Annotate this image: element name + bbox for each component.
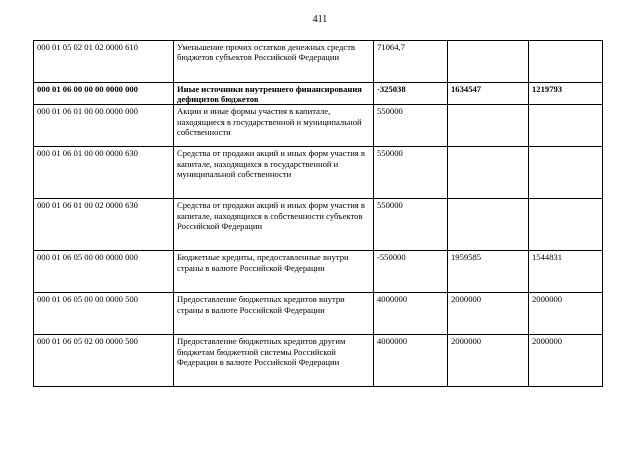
row-value-2-cell <box>448 105 529 147</box>
table-row <box>34 105 603 147</box>
row-value-2-cell: 2000000 <box>448 335 529 387</box>
table-row <box>34 41 603 83</box>
page-number: 411 <box>312 14 328 25</box>
table-body <box>34 41 603 387</box>
row-value-2-cell <box>448 147 529 199</box>
row-value-3-cell: 2000000 <box>529 335 603 387</box>
row-code-cell: 000 01 06 01 00 00 0000 630 <box>34 147 174 199</box>
row-value-3-cell <box>529 147 603 199</box>
table-row <box>34 147 603 199</box>
table-row <box>34 199 603 251</box>
row-name-cell: Бюджетные кредиты, предоставленные внутри страны в валюте Российской Федерации <box>174 251 374 293</box>
row-code-cell: 000 01 06 05 00 00 0000 000 <box>34 251 174 293</box>
row-code-cell: 000 01 06 05 02 00 0000 500 <box>34 335 174 387</box>
row-code-cell: 000 01 06 05 00 00 0000 500 <box>34 293 174 335</box>
row-name-cell: Предоставление бюджетных кредитов другим бюджетам бюджетной системы Российской Федерации в валюте Российской Федерации <box>174 335 374 387</box>
row-value-3-cell <box>529 41 603 83</box>
row-name-cell: Предоставление бюджетных кредитов внутри страны в валюте Российской Федерации <box>174 293 374 335</box>
row-value-2-cell <box>448 41 529 83</box>
row-value-1-cell: 71064,7 <box>374 41 448 83</box>
row-value-1-cell: -325038 <box>374 83 448 105</box>
row-value-2-cell: 2000000 <box>448 293 529 335</box>
row-name-cell: Уменьшение прочих остатков денежных средств бюджетов субъектов Российской Федерации <box>174 41 374 83</box>
row-code-cell: 000 01 06 01 00 02 0000 630 <box>34 199 174 251</box>
row-value-3-cell: 1219793 <box>529 83 603 105</box>
row-value-3-cell: 1544831 <box>529 251 603 293</box>
row-value-3-cell <box>529 199 603 251</box>
row-value-1-cell: 4000000 <box>374 293 448 335</box>
table-row <box>34 293 603 335</box>
row-value-1-cell: 550000 <box>374 147 448 199</box>
row-value-2-cell <box>448 199 529 251</box>
table-row <box>34 335 603 387</box>
row-value-2-cell: 1959585 <box>448 251 529 293</box>
row-value-1-cell: 550000 <box>374 105 448 147</box>
row-value-3-cell <box>529 105 603 147</box>
row-name-cell: Средства от продажи акций и иных форм участия в капитале, находящихся в государственной и муниципальной собственности <box>174 147 374 199</box>
row-value-1-cell: 550000 <box>374 199 448 251</box>
row-code-cell: 000 01 06 01 00 00 0000 000 <box>34 105 174 147</box>
row-name-cell: Акции и иные формы участия в капитале, находящиеся в государственной и муниципальной собственности <box>174 105 374 147</box>
row-value-1-cell: -550000 <box>374 251 448 293</box>
row-name-cell: Иные источники внутреннего финансирования дефицитов бюджетов <box>174 83 374 105</box>
row-value-3-cell: 2000000 <box>529 293 603 335</box>
row-value-1-cell: 4000000 <box>374 335 448 387</box>
budget-sources-table <box>33 40 603 387</box>
table-row <box>34 251 603 293</box>
row-value-2-cell: 1634547 <box>448 83 529 105</box>
row-code-cell: 000 01 06 00 00 00 0000 000 <box>34 83 174 105</box>
row-name-cell: Средства от продажи акций и иных форм участия в капитале, находящихся в собственности субъектов Российской Федерации <box>174 199 374 251</box>
table-row <box>34 83 603 105</box>
row-code-cell: 000 01 05 02 01 02 0000 610 <box>34 41 174 83</box>
